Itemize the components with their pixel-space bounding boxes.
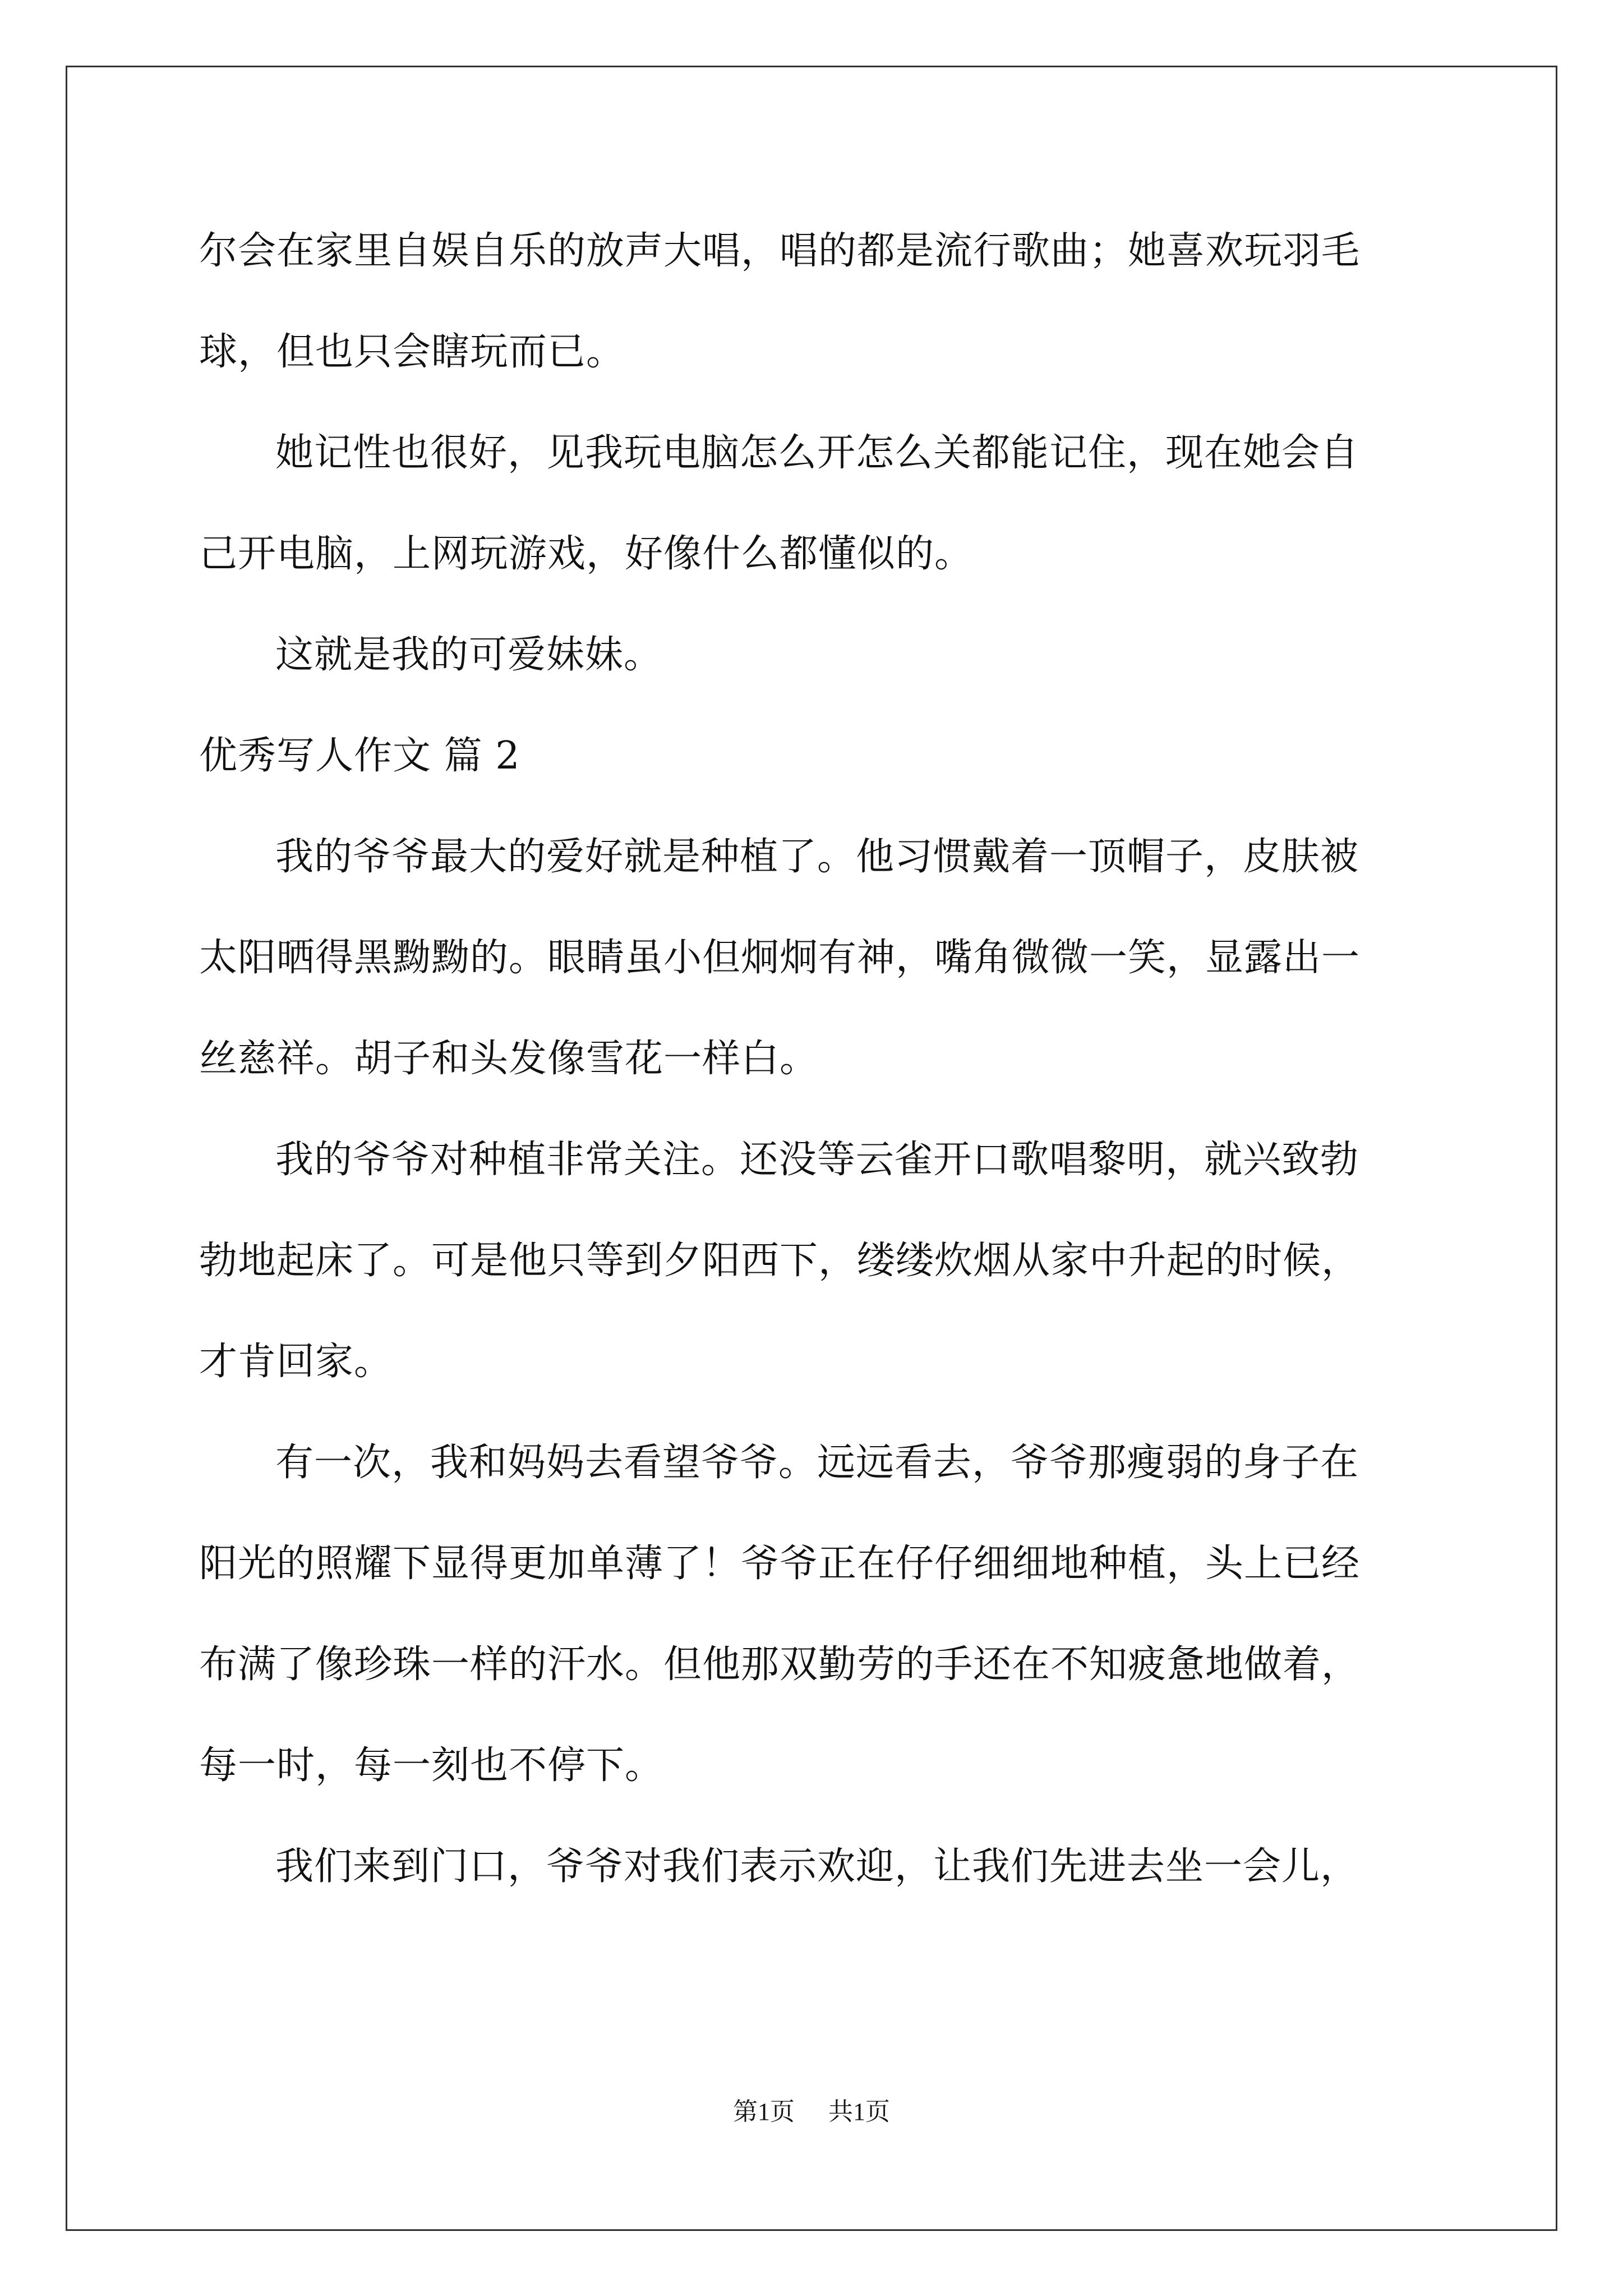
page-number: 第1页 <box>733 2098 795 2125</box>
paragraph-start: 有一次，我和妈妈去看望爷爷。远远看去，爷爷那瘦弱的身子在 <box>275 1441 1359 1485</box>
page-footer <box>0 2095 1623 2129</box>
paragraph-start: 我们来到门口，爷爷对我们表示欢迎，让我们先进去坐一会儿， <box>275 1844 1359 1889</box>
text-line: 球，但也只会瞎玩而已。 <box>199 330 625 374</box>
section-heading: 优秀写人作文 篇 2 <box>199 734 520 778</box>
page-total: 共1页 <box>828 2098 890 2125</box>
text-line: 太阳晒得黑黝黝的。眼睛虽小但炯炯有神，嘴角微微一笑，显露出一 <box>199 936 1361 980</box>
text-line: 才肯回家。 <box>199 1340 393 1384</box>
paragraph-start: 这就是我的可爱妹妹。 <box>275 633 663 677</box>
text-line: 布满了像珍珠一样的汗水。但他那双勤劳的手还在不知疲惫地做着， <box>199 1642 1361 1687</box>
text-line: 勃地起床了。可是他只等到夕阳西下，缕缕炊烟从家中升起的时候， <box>199 1239 1361 1283</box>
text-line: 丝慈祥。胡子和头发像雪花一样白。 <box>199 1037 819 1081</box>
paragraph-start: 我的爷爷对种植非常关注。还没等云雀开口歌唱黎明，就兴致勃 <box>275 1138 1359 1182</box>
paragraph-start: 我的爷爷最大的爱好就是种植了。他习惯戴着一顶帽子，皮肤被 <box>275 835 1359 879</box>
text-line: 每一时，每一刻也不停下。 <box>199 1743 664 1788</box>
text-line: 阳光的照耀下显得更加单薄了！爷爷正在仔仔细细地种植，头上已经 <box>199 1542 1361 1586</box>
document-body <box>199 201 1427 1917</box>
text-line: 己开电脑，上网玩游戏，好像什么都懂似的。 <box>199 532 974 576</box>
text-line: 尔会在家里自娱自乐的放声大唱，唱的都是流行歌曲；她喜欢玩羽毛 <box>199 229 1361 273</box>
paragraph-start: 她记性也很好，见我玩电脑怎么开怎么关都能记住，现在她会自 <box>275 431 1359 475</box>
